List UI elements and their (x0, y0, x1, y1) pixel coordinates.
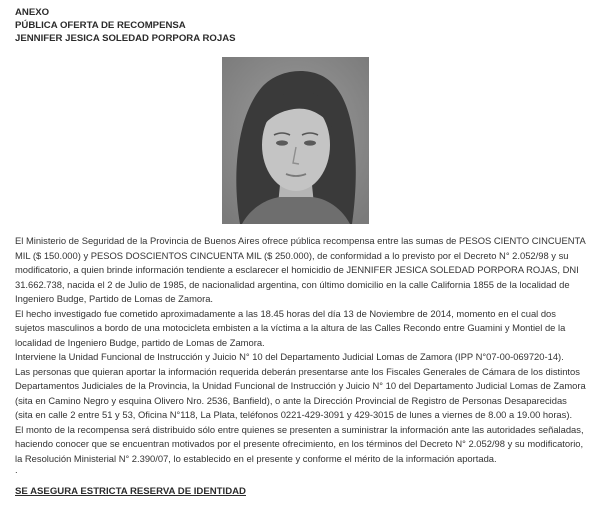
paragraph-court: Interviene la Unidad Funcional de Instrucción y Juicio N° 10 del Departamento Judicial Lomas de Zamora (IPP N°07-00-069720-14). (15, 351, 564, 362)
portrait-photo (222, 57, 369, 224)
reward-offer-title: PÚBLICA OFERTA DE RECOMPENSA (15, 20, 186, 31)
paragraph-reward-offer: El Ministerio de Seguridad de la Provincia de Buenos Aires ofrece pública recompensa entre las sumas de PESOS CIENTO CINCUENTA MIL ($ 150.000) y PESOS DOSCIENTOS CINCUENTA MIL ($ 250.000), de conformidad a lo previsto por el Decreto N° 2.052/98 y su modificatorio, a quien brinde información tendiente a esclarecer el homicidio de JENNIFER JESICA SOLEDAD PORPORA ROJAS, DNI 31.662.738, nacida el 2 de Julio de 1985, de nacionalidad argentina, con último domicilio en la calle California 1855 de la localidad de Ingeniero Budge, Partido de Lomas de Zamora. (15, 235, 586, 304)
paragraph-incident: El hecho investigado fue cometido aproximadamente a las 18.45 horas del día 13 de Noviembre de 2014, momento en el cual dos sujetos masculinos a bordo de una motocicleta embisten a la víctima a la altura de las Calles Recondo entre Guamini y Montiel de la localidad de Ingeniero Budge, partido de Lomas de Zamora. (15, 307, 566, 348)
paragraph-contact: Las personas que quieran aportar la información requerida deberán presentarse ante los Fiscales Generales de Cámara de los distintos Departamentos Judiciales de la Provincia, la Unidad Funcional de Instrucción y Juicio N° 10 del Departamento Judicial Lomas de Zamora (sita en Camino Negro y esquina Olivero Nro. 2536, Banfield), o ante la Dirección Provincial de Registro de Personas Desaparecidas (sita en calle 2 entre 51 y 53, Oficina N°118, La Plata, teléfonos 0221-429-3091 y 429-3015 de lunes a viernes de 8.00 a 19.00 horas). (15, 365, 586, 420)
announcement-body (15, 234, 587, 466)
portrait-illustration (222, 57, 369, 224)
victim-name-title: JENNIFER JESICA SOLEDAD PORPORA ROJAS (15, 33, 236, 44)
annex-label: ANEXO (15, 7, 50, 18)
document-header (15, 6, 585, 45)
separator-dot: . (15, 464, 18, 475)
confidentiality-notice: SE ASEGURA ESTRICTA RESERVA DE IDENTIDAD (15, 486, 246, 497)
paragraph-distribution: El monto de la recompensa será distribuido sólo entre quienes se presenten a suministrar la información ante las autoridades señaladas, haciendo conocer que se encuentran motivados por el presente ofrecimiento, en los términos del Decreto N° 2.052/98 y su modificatorio, la Resolución Ministerial N° 2.390/07, lo establecido en el presente y conforme el mérito de la información aportada. (15, 423, 584, 464)
